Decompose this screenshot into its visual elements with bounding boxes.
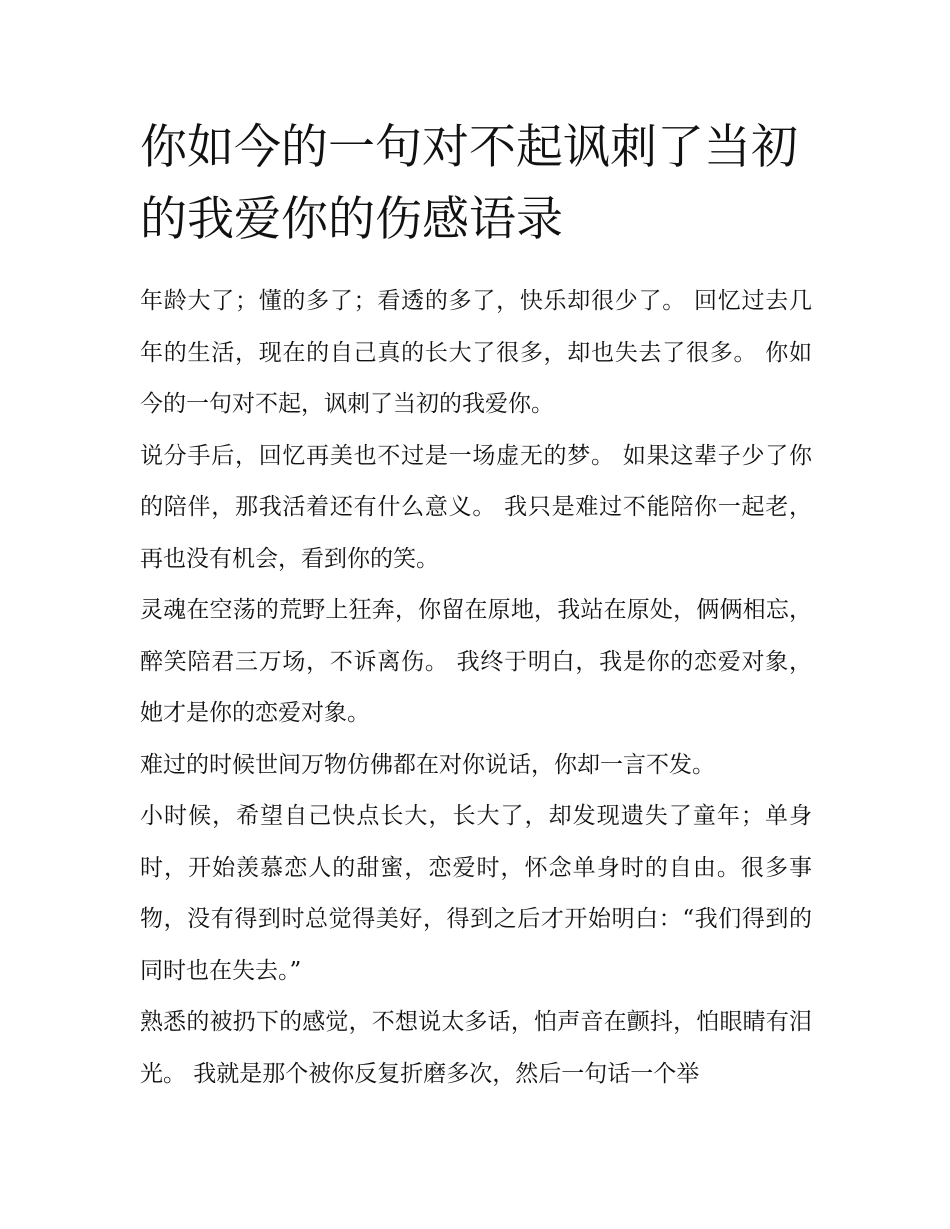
paragraph: 年龄大了；懂的多了；看透的多了，快乐却很少了。 回忆过去几年的生活，现在的自己真的长大了很多，却也失去了很多。 你如今的一句对不起，讽刺了当初的我爱你。 bbox=[140, 288, 812, 417]
paragraph: 说分手后，回忆再美也不过是一场虚无的梦。 如果这辈子少了你的陪伴，那我活着还有什么意义。 我只是难过不能陪你一起老，再也没有机会，看到你的笑。 bbox=[140, 442, 812, 572]
document-body bbox=[140, 276, 812, 1100]
paragraph: 小时候，希望自己快点长大，长大了，却发现遗失了童年；单身时，开始羡慕恋人的甜蜜，恋爱时，怀念单身时的自由。很多事物，没有得到时总觉得美好，得到之后才开始明白：“我们得到的同时也在失去。” bbox=[140, 803, 812, 984]
document-title: 你如今的一句对不起讽刺了当初的我爱你的伤感语录 bbox=[140, 120, 798, 247]
paragraph: 难过的时候世间万物仿佛都在对你说话，你却一言不发。 bbox=[140, 751, 715, 778]
paragraph: 灵魂在空荡的荒野上狂奔，你留在原地，我站在原处，俩俩相忘，醉笑陪君三万场，不诉离伤。 我终于明白，我是你的恋爱对象，她才是你的恋爱对象。 bbox=[140, 597, 812, 726]
paragraph: 熟悉的被扔下的感觉，不想说太多话，怕声音在颤抖，怕眼睛有泪光。 我就是那个被你反复折磨多次，然后一句话一个举 bbox=[140, 1009, 812, 1087]
